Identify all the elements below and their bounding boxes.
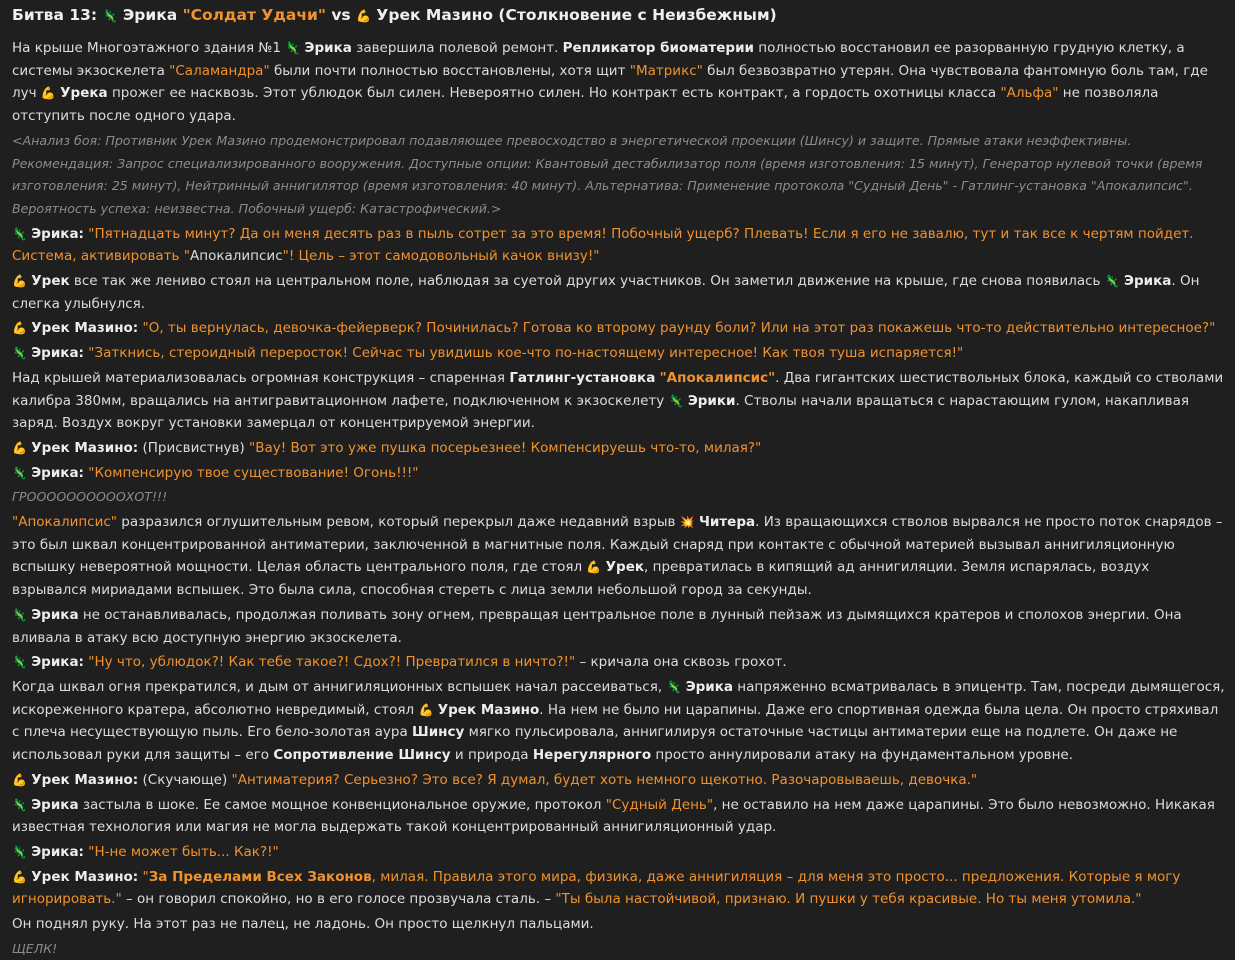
text: . Из вращающихся стволов вырвался не просто поток снарядов – это был шквал концентрированной антиматерии, заключенной в магнитные поля. Каждый снаряд при контакте с обычной материей вызывал аннигиляционную вспышку невероятной мощности. Целая область центрального поля, где стоял <box>12 514 1223 576</box>
dialogue-erika-5 <box>12 841 1227 864</box>
text: , превратилась в кипящий ад аннигиляции. Земля испарялась, воздух взрывался мириадами вспышек. Это была сила, способная стереть с лица земли небольшой город за секунды. <box>12 559 1150 599</box>
term-irregular: Нерегулярного <box>532 747 652 764</box>
paragraph-erika-fire <box>12 604 1227 649</box>
lizard-icon: 🦎 <box>1104 274 1120 289</box>
muscle-icon: 💪 <box>40 86 56 101</box>
lizard-icon: 🦎 <box>285 41 301 55</box>
term-apocalypse: Апокалипсис <box>190 248 283 265</box>
quote: " <box>142 868 149 885</box>
term-shinsu: Шинсу <box>412 724 465 741</box>
sound-effect-snap: ЩЕЛК! <box>12 940 58 956</box>
name-erika: Эрика <box>31 606 79 623</box>
muscle-icon: 💪 <box>12 321 27 336</box>
speaker: Урек Мазино: <box>31 320 139 337</box>
text: полностью восстановил ее разорванную грудную клетку, а системы экзоскелета <box>12 40 1185 79</box>
title-erika: Эрика <box>122 6 178 24</box>
quote: "Заткнись, стероидный переросток! Сейчас ты увидишь кое-что по-настоящему интересное! Как твоя туша испаряется!" <box>88 345 964 362</box>
name-erika: Эрика <box>31 796 79 813</box>
lizard-icon: 🦎 <box>12 346 27 361</box>
text: напряженно всматривалась в эпицентр. Там, посреди дымящегося, искореженного кратера, абсолютно невредимый, стоял <box>12 678 1225 718</box>
dialogue-urek-1 <box>12 317 1227 340</box>
sound-effect-boom: ГРООООООООООХОТ!!! <box>12 489 168 505</box>
text: мягко пульсировала, аннигилируя остаточные частицы антиматерии еще на подлете. Он даже не использовал руки для защиты – его <box>12 724 1178 764</box>
term-apocalypse: "Апокалипсис" <box>659 369 776 386</box>
quote: "Антиматерия? Серьезно? Это все? Я думал, будет хоть немного щекотно. Разочаровываешь, девочка." <box>231 771 978 788</box>
text: все так же лениво стоял на центральном поле, наблюдая за суетой других участников. Он заметил движение на крыше, где снова появилась <box>69 273 1105 290</box>
paragraph-gatling <box>12 367 1227 435</box>
muscle-icon: 💪 <box>586 560 602 575</box>
speaker: Урек Мазино: <box>31 868 139 885</box>
system-analysis: <Анализ боя: Противник Урек Мазино продемонстрировал подавляющее превосходство в энергетической проекции (Шинсу) и защите. Прямые атаки неэффективны. Рекомендация: Запрос специализированного вооружения. Доступные опции: Квантовый дестабилизатор поля (время изготовления: 15 минут), Генератор нулевой точки (время изготовления: 25 минут), Нейтринный аннигилятор (время изготовления: 40 минут). Альтернатива: Применение протокола "Судный День" - Гатлинг-установка "Апокалипсис". Вероятность успеха: неизвестна. Побочный ущерб: Катастрофический.> <box>12 132 1203 216</box>
quote: "Ну что, ублюдок?! Как тебе такое?! Сдох?! Превратился в ничто?!" <box>88 654 576 671</box>
name-ureka: Урека <box>60 85 108 102</box>
name-urek: Урек <box>31 273 70 290</box>
paragraph-1 <box>12 37 1227 128</box>
lizard-icon: 🦎 <box>102 9 118 23</box>
muscle-icon: 💪 <box>12 274 27 289</box>
text: и природа <box>450 747 533 764</box>
muscle-icon: 💪 <box>12 440 27 455</box>
name-cheater: Читера <box>698 514 756 531</box>
muscle-icon: 💪 <box>12 869 27 884</box>
muscle-icon: 💪 <box>12 772 27 787</box>
text: . На нем не было ни царапины. Даже его спортивная одежда была цела. Он просто стряхивал с плеча несуществующую пыль. Его бело-золотая аура <box>12 701 1219 741</box>
quote: "О, ты вернулась, девочка-фейерверк? Починилась? Готова ко второму раунду боли? Или на этот раз покажешь что-то действительно интересное?" <box>142 320 1216 337</box>
text: не останавливалась, продолжая поливать зону огнем, превращая центральное поле в лунный пейзаж из дымящихся кратеров и сполохов энергии. Она вливала в атаку всю доступную энергию экзоскелета. <box>12 606 1182 646</box>
stage-note: (Скучающе) <box>138 771 232 788</box>
text: разразился оглушительным ревом, который перекрыл даже недавний взрыв <box>117 514 680 531</box>
stage-note: (Присвистнув) <box>138 439 250 456</box>
text: . Стволы начали вращаться с нарастающим гулом, накапливая заряд. Воздух вокруг установки замерцал от концентрируемой энергии. <box>12 392 1190 432</box>
quote: , милая. Правила этого мира, физика, даже аннигиляция – для меня это просто... предложения. Которые я могу игнорировать." <box>12 868 1181 908</box>
muscle-icon: 💪 <box>418 702 434 717</box>
text: – кричала она сквозь грохот. <box>575 654 787 671</box>
term-shinsu-resistance: Сопротивление Шинсу <box>273 747 451 764</box>
title-urek: Урек Мазино (Столкновение с Неизбежным) <box>376 6 777 24</box>
speaker: Урек Мазино: <box>31 771 139 788</box>
dialogue-urek-2 <box>12 437 1227 460</box>
quote: "Компенсирую твое существование! Огонь!!!" <box>88 464 419 481</box>
term-matrix: "Матрикс" <box>629 62 703 79</box>
paragraph-urek-idle <box>12 270 1227 315</box>
explosion-icon: 💥 <box>679 515 695 530</box>
term-replicator: Репликатор биоматерии <box>562 40 754 56</box>
name-urek: Урек Мазино <box>437 701 540 718</box>
text: просто аннулировали атаку на фундаментальном уровне. <box>651 747 1073 764</box>
muscle-icon: 💪 <box>356 9 372 23</box>
quote: "Ты была настойчивой, признаю. И пушки у тебя красивые. Но ты меня утомила." <box>555 891 1142 908</box>
lizard-icon: 🦎 <box>12 655 27 670</box>
lizard-icon: 🦎 <box>12 465 27 480</box>
term-doomsday: "Судный День" <box>605 796 714 813</box>
text: На крыше Многоэтажного здания №1 <box>12 40 286 56</box>
text: завершила полевой ремонт. <box>351 40 563 56</box>
lizard-icon: 🦎 <box>666 679 682 694</box>
text: Когда шквал огня прекратился, и дым от аннигиляционных вспышек начал рассеиваться, <box>12 678 667 695</box>
paragraph-snap: Он поднял руку. На этот раз не палец, не ладонь. Он просто щелкнул пальцами. <box>12 916 594 933</box>
speaker: Эрика: <box>31 464 84 481</box>
text: не позволяла отступить после одного удара. <box>12 85 1159 125</box>
text: были почти полностью восстановлены, хотя щит <box>269 62 630 79</box>
dialogue-erika-3 <box>12 462 1227 485</box>
text: был безвозвратно утерян. Она чувствовала фантомную боль там, где луч <box>12 62 1208 102</box>
dialogue-erika-4 <box>12 651 1227 674</box>
speaker: Эрика: <box>31 654 84 671</box>
term-beyond-laws: За Пределами Всех Законов <box>148 868 372 885</box>
text: прожег ее насквозь. Этот ублюдок был силен. Невероятно силен. Но контракт есть контракт, а гордость охотницы класса <box>107 85 1001 102</box>
dialogue-urek-3 <box>12 769 1227 792</box>
text: , не оставило на нем даже царапины. Это было невозможно. Никакая известная технология или магия не могла выдержать такой концентрированный аннигиляционный удар. <box>12 796 1215 836</box>
lizard-icon: 🦎 <box>12 797 27 812</box>
term-gatling: Гатлинг-установка <box>509 369 656 386</box>
name-eriki: Эрики <box>687 392 736 409</box>
title-erika-nickname: "Солдат Удачи" <box>182 6 326 24</box>
paragraph-erika-shock <box>12 794 1227 839</box>
name-erika: Эрика <box>1124 273 1172 290</box>
title-vs: vs <box>331 6 351 24</box>
text: Над крышей материализовалась огромная конструкция – спаренная <box>12 369 510 386</box>
term-alpha: "Альфа" <box>1000 85 1059 102</box>
speaker: Эрика: <box>31 225 84 242</box>
term-salamander: "Саламандра" <box>169 62 270 79</box>
speaker: Урек Мазино: <box>31 439 139 456</box>
paragraph-aftermath <box>12 676 1227 767</box>
page-title <box>12 4 1227 27</box>
speaker: Эрика: <box>31 843 84 860</box>
quote: "Н-не может быть... Как?!" <box>88 843 279 860</box>
dialogue-erika-1 <box>12 223 1227 268</box>
quote: "Вау! Вот это уже пушка посерьезнее! Компенсируешь что-то, милая?" <box>249 439 762 456</box>
text: . Он слегка улыбнулся. <box>12 273 1200 312</box>
text: . Два гигантских шестиствольных блока, каждый со стволами калибра 380мм, вращались на антигравитационном лафете, подключенном к экзоскелету <box>12 369 1224 409</box>
name-urek: Урек <box>605 559 645 576</box>
dialogue-erika-2 <box>12 342 1227 365</box>
text: застыла в шоке. Ее самое мощное конвенциональное оружие, протокол <box>78 796 606 813</box>
lizard-icon: 🦎 <box>12 844 27 859</box>
dialogue-urek-4 <box>12 866 1227 911</box>
lizard-icon: 🦎 <box>12 226 27 241</box>
name-erika: Эрика <box>685 678 733 695</box>
title-prefix: Битва 13: <box>12 6 103 24</box>
quote: "Пятнадцать минут? Да он меня десять раз в пыль сотрет за это время! Побочный ущерб? Плевать! Если я его не завалю, тут и так все к чертям пойдет. Система, активировать " <box>12 225 1194 265</box>
speaker: Эрика: <box>31 345 84 362</box>
quote: "! Цель – этот самодовольный качок внизу!" <box>282 248 600 265</box>
lizard-icon: 🦎 <box>12 607 27 622</box>
name-erika: Эрика <box>304 40 352 56</box>
lizard-icon: 🦎 <box>668 393 684 408</box>
term-apocalypse: "Апокалипсис" <box>12 514 118 531</box>
paragraph-apocalypse <box>12 511 1227 602</box>
text: – он говорил спокойно, но в его голосе прозвучала сталь. – <box>121 891 556 908</box>
